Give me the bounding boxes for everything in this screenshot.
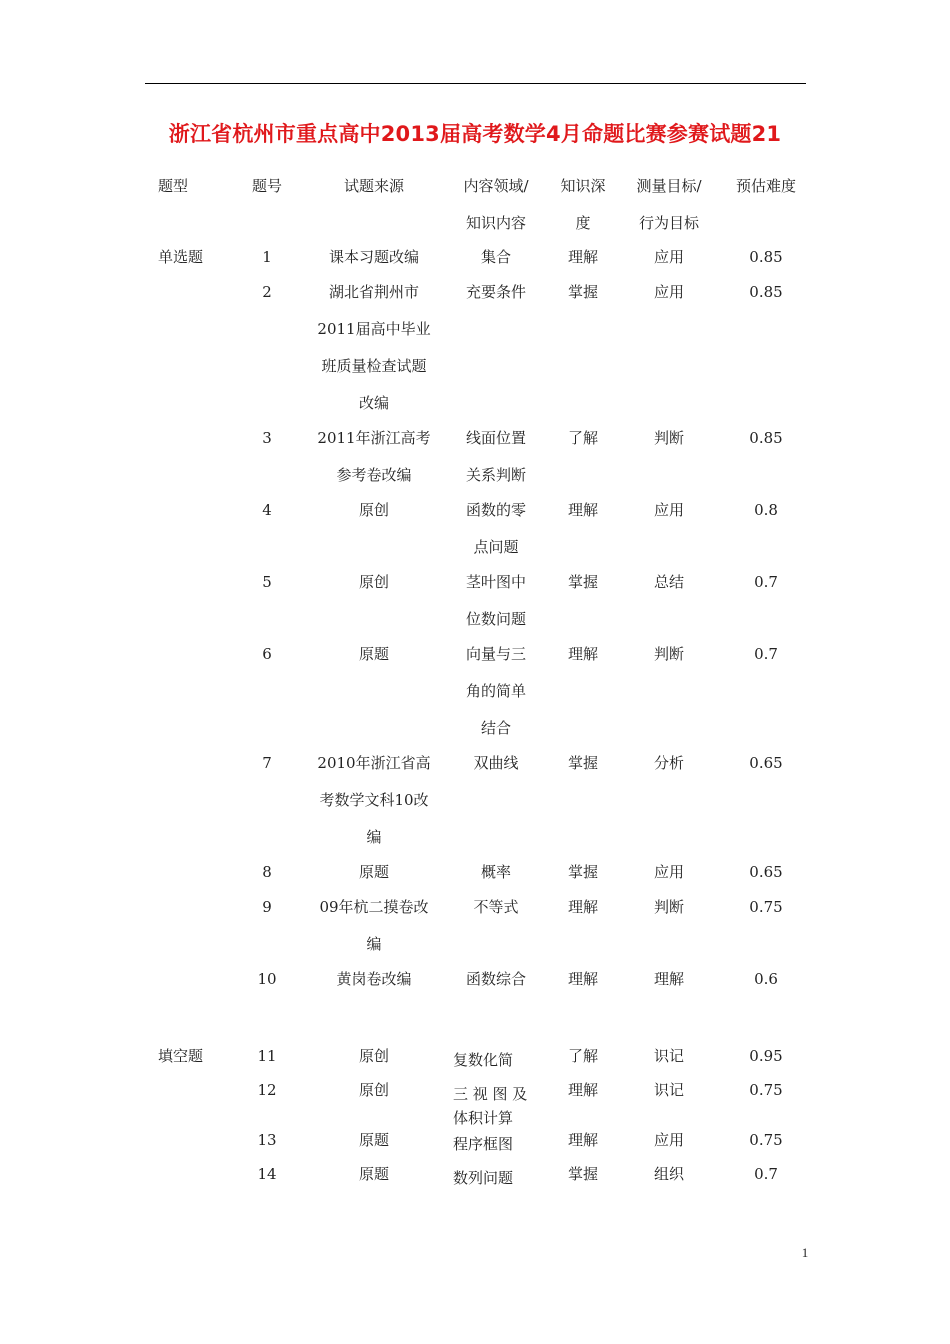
question-number: 10 [257,970,277,988]
question-content: 集合 [480,248,511,266]
measurement-goal: 理解 [653,970,684,988]
estimated-difficulty: 0.65 [749,863,783,881]
question-content: 函数综合 [465,970,526,988]
measurement-goal: 应用 [653,1131,684,1149]
question-content: 复数化简 [453,1051,514,1069]
header-difficulty: 预估难度 [735,177,796,195]
question-content: 不等式 [473,898,519,916]
question-content: 茎叶图中 位数问题 [465,573,526,628]
estimated-difficulty: 0.75 [749,1081,783,1099]
question-number: 4 [262,501,272,519]
header-source: 试题来源 [343,177,404,195]
measurement-goal: 识记 [653,1081,684,1099]
question-source: 原题 [358,645,389,663]
knowledge-depth: 掌握 [567,863,598,881]
measurement-goal: 总结 [653,573,684,591]
measurement-goal: 应用 [653,863,684,881]
measurement-goal: 分析 [653,754,684,772]
measurement-goal: 应用 [653,501,684,519]
knowledge-depth: 理解 [567,248,598,266]
knowledge-depth: 了解 [567,429,598,447]
header-type: 题型 [158,177,189,195]
question-source: 原题 [358,1165,389,1183]
question-source: 原题 [358,863,389,881]
knowledge-depth: 了解 [567,1047,598,1065]
question-content: 程序框图 [453,1135,514,1153]
question-number: 13 [257,1131,277,1149]
estimated-difficulty: 0.85 [749,429,783,447]
question-source: 湖北省荆州市 2011届高中毕业 班质量检查试题 改编 [317,283,431,412]
question-source: 原创 [358,501,389,519]
question-number: 11 [257,1047,277,1065]
measurement-goal: 组织 [653,1165,684,1183]
question-content: 向量与三 角的简单 结合 [465,645,526,737]
measurement-goal: 判断 [653,429,684,447]
question-source: 黄岗卷改编 [336,970,412,988]
question-source: 课本习题改编 [328,248,419,266]
estimated-difficulty: 0.75 [749,1131,783,1149]
question-number: 8 [262,863,272,881]
knowledge-depth: 掌握 [567,1165,598,1183]
question-source: 原创 [358,573,389,591]
knowledge-depth: 掌握 [567,573,598,591]
estimated-difficulty: 0.95 [749,1047,783,1065]
question-source: 2011年浙江高考 参考卷改编 [317,429,431,484]
question-content: 充要条件 [465,283,526,301]
question-number: 3 [262,429,272,447]
knowledge-depth: 理解 [567,1131,598,1149]
measurement-goal: 应用 [653,283,684,301]
estimated-difficulty: 0.75 [749,898,783,916]
header-goal: 测量目标/ 行为目标 [636,177,702,232]
header-rule [145,83,806,84]
question-content: 线面位置 关系判断 [465,429,526,484]
question-number: 9 [262,898,272,916]
estimated-difficulty: 0.65 [749,754,783,772]
header-depth: 知识深 度 [560,177,606,232]
header-content: 内容领域/ 知识内容 [463,177,529,232]
question-number: 5 [262,573,272,591]
document-title: 浙江省杭州市重点高中2013届高考数学4月命题比赛参赛试题21 [168,122,782,146]
question-number: 6 [262,645,272,663]
question-number: 12 [257,1081,277,1099]
header-num: 题号 [251,177,282,195]
question-content: 双曲线 [473,754,519,772]
question-source: 原创 [358,1081,389,1099]
estimated-difficulty: 0.8 [754,501,778,519]
question-number: 14 [257,1165,277,1183]
question-content: 三 视 图 及 体积计算 [453,1085,528,1127]
question-content: 数列问题 [453,1169,514,1187]
question-content: 概率 [480,863,511,881]
section-single-choice: 单选题 [158,248,204,266]
question-number: 1 [262,248,272,266]
estimated-difficulty: 0.6 [754,970,778,988]
knowledge-depth: 理解 [567,970,598,988]
measurement-goal: 应用 [653,248,684,266]
knowledge-depth: 理解 [567,898,598,916]
knowledge-depth: 理解 [567,645,598,663]
estimated-difficulty: 0.85 [749,248,783,266]
question-number: 7 [262,754,272,772]
question-number: 2 [262,283,272,301]
measurement-goal: 判断 [653,898,684,916]
knowledge-depth: 理解 [567,501,598,519]
question-content: 函数的零 点问题 [465,501,526,556]
estimated-difficulty: 0.85 [749,283,783,301]
question-source: 2010年浙江省高 考数学文科10改 编 [317,754,431,846]
knowledge-depth: 掌握 [567,754,598,772]
question-source: 原创 [358,1047,389,1065]
page-number: 1 [801,1245,809,1260]
measurement-goal: 识记 [653,1047,684,1065]
question-source: 09年杭二摸卷改 编 [319,898,429,953]
question-source: 原题 [358,1131,389,1149]
section-fill-blank: 填空题 [158,1047,204,1065]
estimated-difficulty: 0.7 [754,645,778,663]
estimated-difficulty: 0.7 [754,1165,778,1183]
estimated-difficulty: 0.7 [754,573,778,591]
measurement-goal: 判断 [653,645,684,663]
knowledge-depth: 掌握 [567,283,598,301]
knowledge-depth: 理解 [567,1081,598,1099]
